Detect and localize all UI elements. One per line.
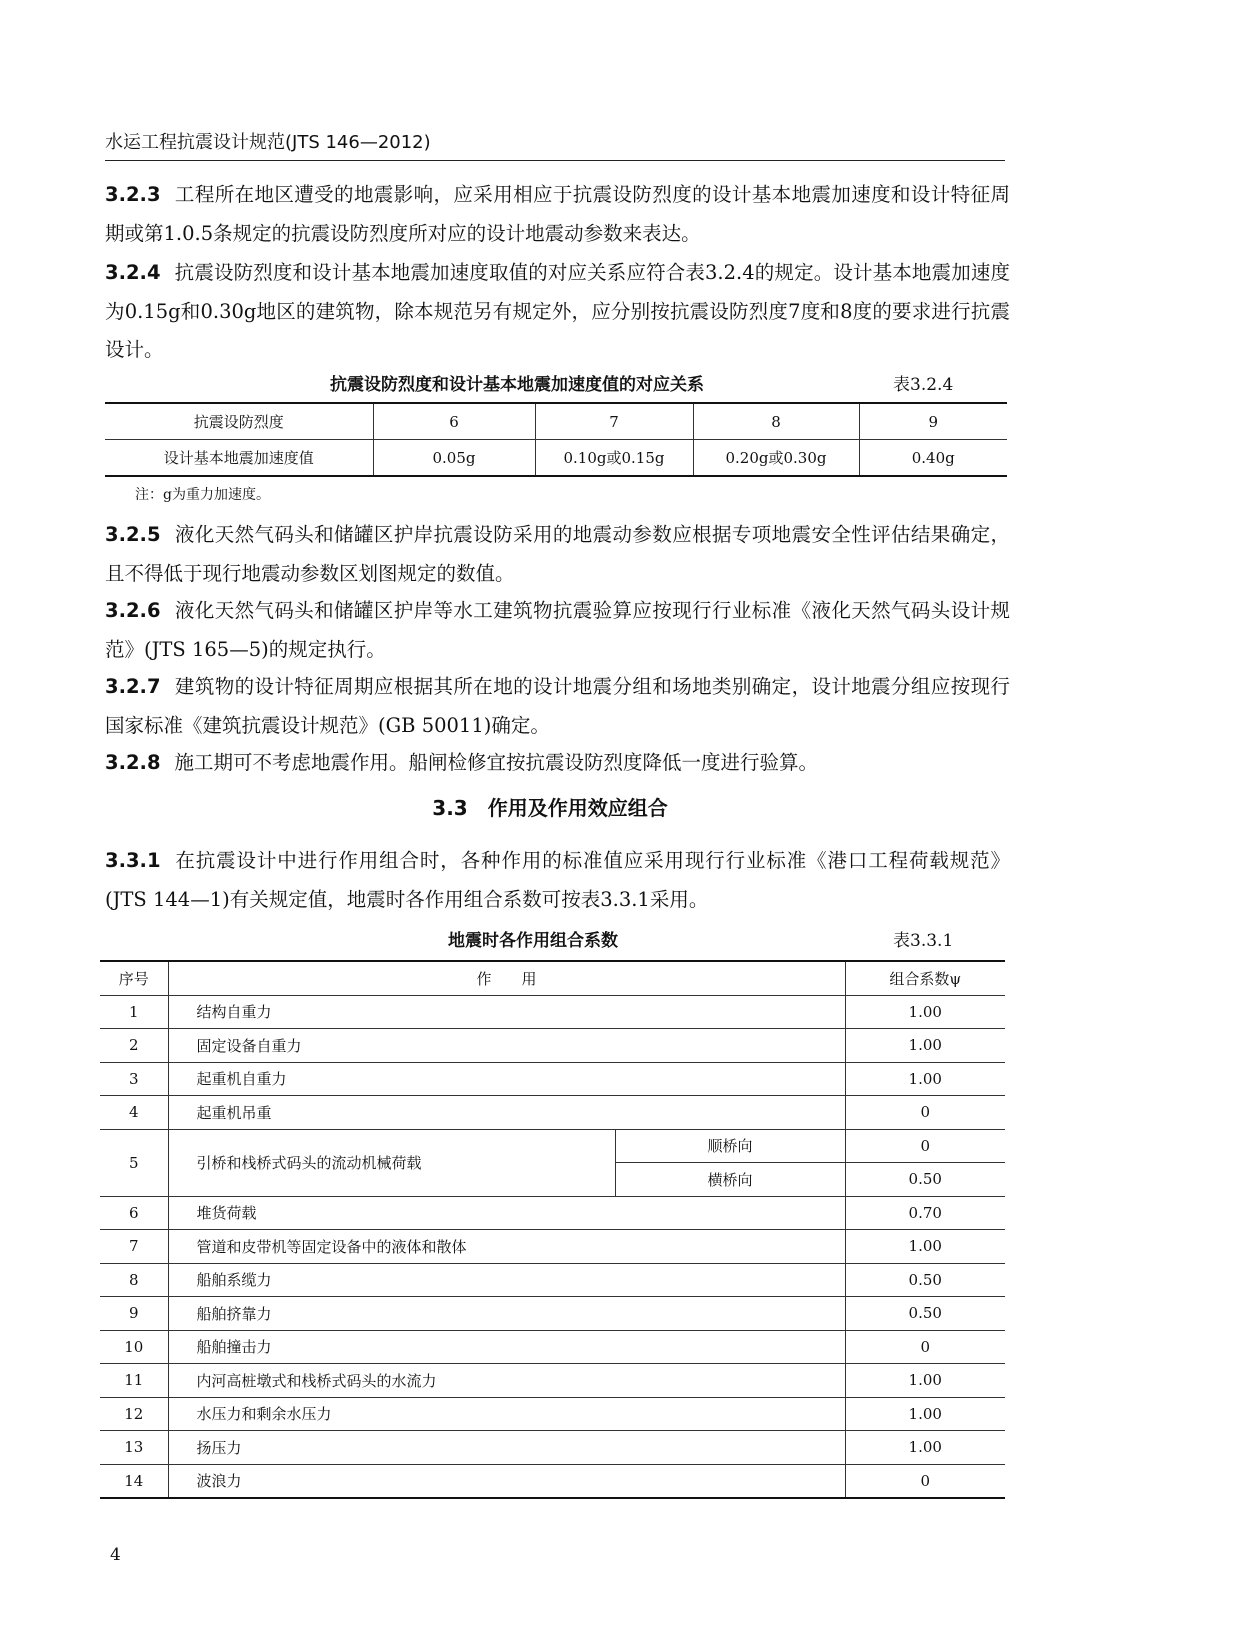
table-cell: 1.00 (845, 995, 1005, 1029)
clause-3-2-5: 3.2.5 液化天然气码头和储罐区护岸抗震设防采用的地震动参数应根据专项地震安全性评估结果确定，且不得低于现行地震动参数区划图规定的数值。 (105, 523, 1010, 585)
table2-number: 表3.3.1 (893, 931, 954, 951)
table-cell: 13 (100, 1431, 168, 1465)
table-cell: 序号 (100, 961, 168, 995)
table-cell: 2 (100, 1029, 168, 1063)
table-cell: 3 (100, 1062, 168, 1096)
table1-number: 表3.2.4 (893, 375, 954, 395)
table-cell: 1.00 (845, 1029, 1005, 1063)
page-number: 4 (110, 1545, 121, 1565)
table-row: 设计基本地震加速度值 0.05g 0.10g或0.15g 0.20g或0.30g 0.40g (105, 440, 1007, 477)
table-cell: 0 (845, 1330, 1005, 1364)
table-cell: 0 (845, 1129, 1005, 1163)
table-row (100, 1230, 1005, 1264)
section-heading: 3.3 作用及作用效应组合 (432, 796, 668, 820)
table-cell: 10 (100, 1330, 168, 1364)
table-cell: 横桥向 (615, 1163, 845, 1197)
table-cell: 4 (100, 1096, 168, 1130)
table-cell: 波浪力 (168, 1464, 845, 1498)
table-row (100, 1096, 1005, 1130)
table-cell: 1.00 (845, 1230, 1005, 1264)
clause-3-2-7: 3.2.7 建筑物的设计特征周期应根据其所在地的设计地震分组和场地类别确定，设计地震分组应按现行国家标准《建筑抗震设计规范》(GB 50011)确定。 (105, 675, 1010, 737)
table-row (100, 1129, 1005, 1163)
table-row (100, 995, 1005, 1029)
table-row (100, 1397, 1005, 1431)
table-cell: 0.50 (845, 1263, 1005, 1297)
table-cell: 14 (100, 1464, 168, 1498)
clause-3-2-6: 3.2.6 液化天然气码头和储罐区护岸等水工建筑物抗震验算应按现行行业标准《液化天然气码头设计规范》(JTS 165—5)的规定执行。 (105, 599, 1010, 661)
table-cell: 船舶撞击力 (168, 1330, 845, 1364)
table1-note: 注：g为重力加速度。 (135, 487, 270, 503)
table-cell: 0.70 (845, 1196, 1005, 1230)
table-cell: 扬压力 (168, 1431, 845, 1465)
table-cell: 6 (100, 1196, 168, 1230)
table-cell: 水压力和剩余水压力 (168, 1397, 845, 1431)
table-header-row (100, 961, 1005, 995)
table-cell: 起重机自重力 (168, 1062, 845, 1096)
table-row (100, 1431, 1005, 1465)
table-cell: 1.00 (845, 1397, 1005, 1431)
table-cell: 管道和皮带机等固定设备中的液体和散体 (168, 1230, 845, 1264)
table-row (100, 1062, 1005, 1096)
table-cell: 1.00 (845, 1431, 1005, 1465)
table-cell: 1.00 (845, 1364, 1005, 1398)
table-cell: 引桥和栈桥式码头的流动机械荷载 (168, 1129, 615, 1196)
table2-caption: 地震时各作用组合系数 (448, 931, 618, 951)
table-cell: 1 (100, 995, 168, 1029)
clause-3-2-8: 3.2.8 施工期可不考虑地震作用。船闸检修宜按抗震设防烈度降低一度进行验算。 (105, 751, 819, 774)
table-cell: 顺桥向 (615, 1129, 845, 1163)
table1-caption: 抗震设防烈度和设计基本地震加速度值的对应关系 (330, 375, 704, 395)
table-row (100, 1364, 1005, 1398)
table-cell: 内河高桩墩式和栈桥式码头的水流力 (168, 1364, 845, 1398)
table-cell: 作 用 (168, 961, 845, 995)
table-cell: 0.50 (845, 1163, 1005, 1197)
clause-3-2-3: 3.2.3 工程所在地区遭受的地震影响，应采用相应于抗震设防烈度的设计基本地震加速度和设计特征周期或第1.0.5条规定的抗震设防烈度所对应的设计地震动参数来表达。 (105, 183, 1010, 245)
table-row (100, 1297, 1005, 1331)
table-row (100, 1196, 1005, 1230)
table-cell: 起重机吊重 (168, 1096, 845, 1130)
table-row (100, 1263, 1005, 1297)
table-cell: 0.50 (845, 1297, 1005, 1331)
intensity-acceleration-table (105, 402, 1007, 477)
header-rule (105, 160, 1005, 161)
table-cell: 11 (100, 1364, 168, 1398)
table-cell: 1.00 (845, 1062, 1005, 1096)
table-cell: 船舶挤靠力 (168, 1297, 845, 1331)
clause-3-2-4: 3.2.4 抗震设防烈度和设计基本地震加速度取值的对应关系应符合表3.2.4的规定。设计基本地震加速度为0.15g和0.30g地区的建筑物，除本规范另有规定外，应分别按抗震设防烈度7度和8度的要求进行抗震设计。 (105, 261, 1010, 361)
clause-3-3-1: 3.3.1 在抗震设计中进行作用组合时，各种作用的标准值应采用现行行业标准《港口工程荷载规范》(JTS 144—1)有关规定值，地震时各作用组合系数可按表3.3.1采用。 (105, 849, 1010, 911)
table-row: 抗震设防烈度 6 7 8 9 (105, 403, 1007, 440)
table-row (100, 1029, 1005, 1063)
table-cell: 12 (100, 1397, 168, 1431)
table-cell: 船舶系缆力 (168, 1263, 845, 1297)
table-cell: 0 (845, 1464, 1005, 1498)
table-cell: 组合系数ψ (845, 961, 1005, 995)
table-row (100, 1464, 1005, 1498)
table-cell: 固定设备自重力 (168, 1029, 845, 1063)
table-cell: 5 (100, 1129, 168, 1196)
table-row (100, 1330, 1005, 1364)
table-cell: 7 (100, 1230, 168, 1264)
table-cell: 结构自重力 (168, 995, 845, 1029)
table-cell: 0 (845, 1096, 1005, 1130)
combination-coefficient-table (100, 960, 1005, 1499)
table-cell: 堆货荷载 (168, 1196, 845, 1230)
table-cell: 9 (100, 1297, 168, 1331)
running-header: 水运工程抗震设计规范(JTS 146—2012) (105, 132, 431, 153)
table-cell: 8 (100, 1263, 168, 1297)
